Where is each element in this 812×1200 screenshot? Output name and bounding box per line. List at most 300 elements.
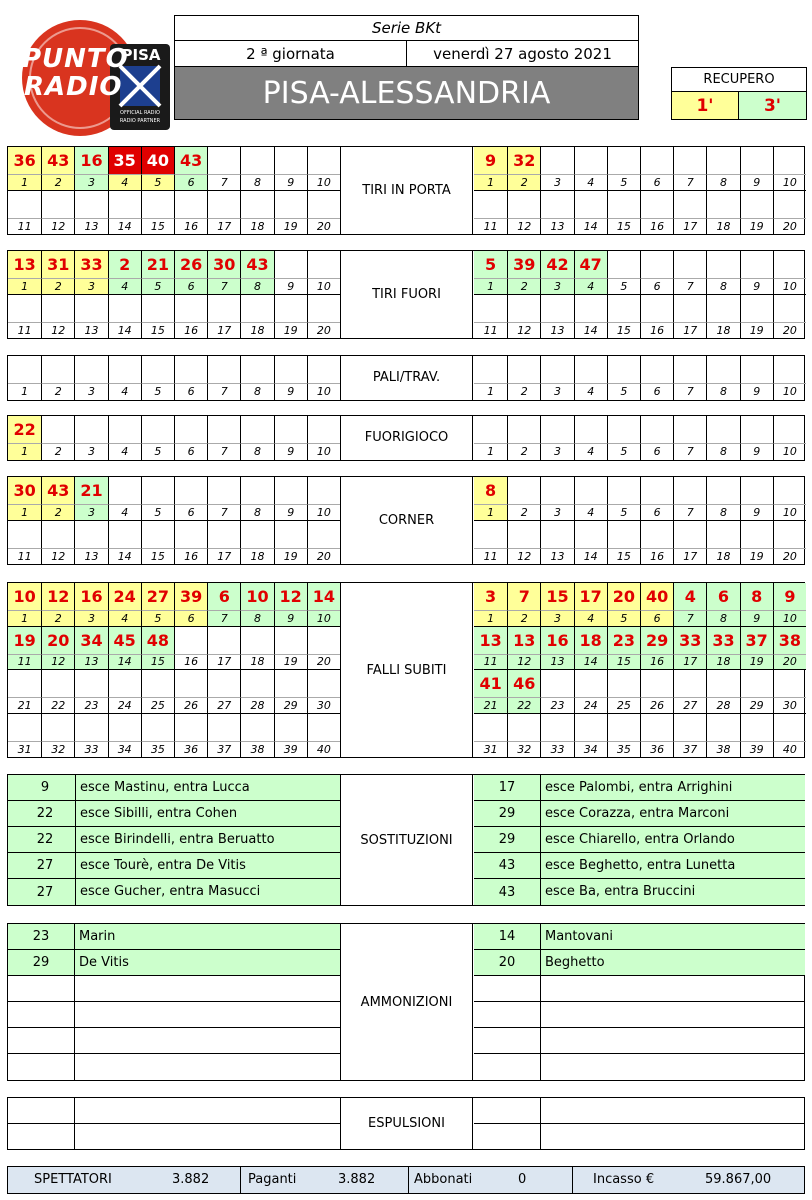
stat-index-cell: 18 xyxy=(706,548,739,565)
stat-value-cell: 20 xyxy=(607,583,640,610)
stat-index-cell: 12 xyxy=(41,548,74,565)
stat-value-cell: 4 xyxy=(673,583,706,610)
stat-value-cell xyxy=(740,714,773,741)
ammonizione-minute xyxy=(474,1028,540,1054)
stat-index-cell: 9 xyxy=(740,504,773,521)
stat-value-cell xyxy=(240,147,273,174)
stat-index-cell: 23 xyxy=(74,697,107,714)
stat-index-cell: 14 xyxy=(574,654,607,671)
stat-index-cell: 19 xyxy=(740,548,773,565)
stat-index-cell: 10 xyxy=(773,174,806,191)
stat-value-cell: 24 xyxy=(108,583,141,610)
stat-index-cell: 3 xyxy=(74,504,107,521)
ammonizioni-label: AMMONIZIONI xyxy=(340,924,473,1080)
stat-value-cell xyxy=(307,714,340,741)
stat-index-cell: 7 xyxy=(207,610,240,627)
stat-value-cell: 22 xyxy=(8,416,41,443)
stat-index-cell: 9 xyxy=(740,174,773,191)
stat-index-cell: 10 xyxy=(307,610,340,627)
stat-value-cell xyxy=(207,670,240,697)
stat-value-cell xyxy=(307,521,340,548)
ammonizione-name: Mantovani xyxy=(540,924,805,950)
espulsione-minute xyxy=(474,1098,540,1124)
stat-index-cell: 7 xyxy=(673,174,706,191)
stat-value-cell xyxy=(108,416,141,443)
stat-index-cell: 5 xyxy=(607,383,640,400)
stat-value-cell xyxy=(673,477,706,504)
stat-index-cell: 2 xyxy=(41,610,74,627)
stat-index-cell: 9 xyxy=(740,610,773,627)
stat-value-cell: 33 xyxy=(74,251,107,278)
badge-caption-2: RADIO PARTNER xyxy=(119,118,161,124)
sostituzione-minute: 27 xyxy=(8,853,82,879)
stat-value-cell xyxy=(706,191,739,218)
stat-value-cell xyxy=(773,191,806,218)
stat-value-cell xyxy=(773,714,806,741)
stat-index-cell: 3 xyxy=(540,174,573,191)
stat-value-cell xyxy=(307,356,340,383)
stat-value-cell: 15 xyxy=(540,583,573,610)
stat-index-cell: 7 xyxy=(207,383,240,400)
stat-value-cell xyxy=(740,356,773,383)
stat-value-cell xyxy=(274,521,307,548)
stat-value-cell xyxy=(740,147,773,174)
stat-value-cell: 5 xyxy=(474,251,507,278)
stat-index-cell: 6 xyxy=(174,504,207,521)
stat-index-cell: 8 xyxy=(706,443,739,460)
stat-index-cell: 11 xyxy=(474,654,507,671)
stat-index-cell: 15 xyxy=(607,654,640,671)
round-label: 2 ª giornata xyxy=(175,41,407,67)
stat-value-cell xyxy=(574,521,607,548)
stat-value-cell xyxy=(207,714,240,741)
stat-value-cell xyxy=(706,251,739,278)
espulsioni-label: ESPULSIONI xyxy=(340,1098,473,1149)
stat-value-cell xyxy=(274,295,307,322)
stat-index-cell: 18 xyxy=(240,322,273,339)
stat-value-cell: 46 xyxy=(507,670,540,697)
stat-index-cell: 13 xyxy=(540,218,573,235)
stat-value-cell: 13 xyxy=(474,627,507,654)
stat-value-cell xyxy=(274,356,307,383)
stat-value-cell xyxy=(507,356,540,383)
stat-value-cell xyxy=(507,295,540,322)
stat-index-cell: 14 xyxy=(108,218,141,235)
stat-value-cell xyxy=(773,670,806,697)
stat-index-cell: 15 xyxy=(141,654,174,671)
sostituzione-minute: 43 xyxy=(474,853,540,879)
stat-index-cell: 26 xyxy=(640,697,673,714)
stat-index-cell: 10 xyxy=(773,383,806,400)
stat-value-cell xyxy=(74,295,107,322)
stat-value-cell: 37 xyxy=(740,627,773,654)
stat-value-cell xyxy=(141,416,174,443)
stat-index-cell: 12 xyxy=(41,654,74,671)
stat-value-cell xyxy=(207,477,240,504)
stat-index-cell: 3 xyxy=(540,383,573,400)
stat-value-cell: 18 xyxy=(574,627,607,654)
ammonizione-name xyxy=(540,1028,805,1054)
stat-value-cell xyxy=(507,191,540,218)
stat-index-cell: 40 xyxy=(773,741,806,758)
stat-value-cell: 40 xyxy=(640,583,673,610)
stat-value-cell xyxy=(773,521,806,548)
stat-value-cell xyxy=(706,147,739,174)
stat-index-cell: 12 xyxy=(507,218,540,235)
stat-value-cell xyxy=(740,295,773,322)
stat-index-cell: 4 xyxy=(574,610,607,627)
stat-index-cell: 9 xyxy=(274,174,307,191)
stat-index-cell: 10 xyxy=(307,174,340,191)
stat-value-cell: 42 xyxy=(540,251,573,278)
ammonizione-name xyxy=(540,1002,805,1028)
stat-value-cell xyxy=(307,191,340,218)
stat-index-cell: 2 xyxy=(507,504,540,521)
stat-value-cell: 39 xyxy=(174,583,207,610)
stat-index-cell: 2 xyxy=(507,383,540,400)
stat-label-fuorigioco: FUORIGIOCO xyxy=(340,416,473,460)
stat-value-cell: 12 xyxy=(274,583,307,610)
stat-index-cell: 6 xyxy=(640,278,673,295)
stat-index-cell: 28 xyxy=(706,697,739,714)
stat-value-cell: 13 xyxy=(8,251,41,278)
stat-value-cell xyxy=(41,670,74,697)
stat-value-cell xyxy=(274,147,307,174)
stat-index-cell: 18 xyxy=(706,322,739,339)
stat-value-cell xyxy=(673,295,706,322)
stat-index-cell: 12 xyxy=(507,654,540,671)
stat-value-cell xyxy=(673,670,706,697)
stat-value-cell xyxy=(740,521,773,548)
stat-value-cell: 32 xyxy=(507,147,540,174)
stat-index-cell: 3 xyxy=(540,443,573,460)
stat-index-cell: 18 xyxy=(706,654,739,671)
ammonizione-minute xyxy=(474,1002,540,1028)
stat-value-cell xyxy=(240,521,273,548)
stat-index-cell: 1 xyxy=(8,174,41,191)
stat-index-cell: 20 xyxy=(307,654,340,671)
stat-index-cell: 13 xyxy=(540,548,573,565)
stat-index-cell: 30 xyxy=(307,697,340,714)
stat-index-cell: 17 xyxy=(673,322,706,339)
stat-value-cell xyxy=(174,521,207,548)
stat-index-cell: 17 xyxy=(673,654,706,671)
stat-index-cell: 8 xyxy=(240,443,273,460)
stat-index-cell: 6 xyxy=(174,383,207,400)
stat-index-cell: 2 xyxy=(507,174,540,191)
stat-value-cell xyxy=(174,477,207,504)
stat-value-cell xyxy=(540,670,573,697)
stat-label-corner: CORNER xyxy=(340,477,473,564)
stat-index-cell: 32 xyxy=(507,741,540,758)
stat-index-cell: 5 xyxy=(141,174,174,191)
stat-value-cell xyxy=(74,521,107,548)
stat-index-cell: 16 xyxy=(640,218,673,235)
stat-value-cell xyxy=(174,356,207,383)
stat-index-cell: 5 xyxy=(607,443,640,460)
stat-index-cell: 35 xyxy=(141,741,174,758)
stat-value-cell xyxy=(207,295,240,322)
sostituzione-text: esce Mastinu, entra Lucca xyxy=(75,775,340,801)
stat-value-cell xyxy=(640,191,673,218)
stat-value-cell xyxy=(108,521,141,548)
sostituzione-minute: 22 xyxy=(8,801,82,827)
sostituzione-minute: 17 xyxy=(474,775,540,801)
stat-value-cell: 30 xyxy=(207,251,240,278)
stat-value-cell xyxy=(607,670,640,697)
stat-value-cell xyxy=(174,670,207,697)
ammonizione-minute: 20 xyxy=(474,950,540,976)
stat-value-cell xyxy=(108,477,141,504)
stat-value-cell: 45 xyxy=(108,627,141,654)
stat-index-cell: 21 xyxy=(474,697,507,714)
stat-value-cell: 34 xyxy=(74,627,107,654)
spettatori-value: 3.882 xyxy=(172,1172,210,1187)
ammonizione-name xyxy=(74,1054,340,1080)
stat-value-cell xyxy=(474,356,507,383)
stat-value-cell xyxy=(41,356,74,383)
stat-index-cell: 35 xyxy=(607,741,640,758)
stat-index-cell: 5 xyxy=(607,504,640,521)
stat-value-cell xyxy=(640,714,673,741)
stat-value-cell xyxy=(141,670,174,697)
ammonizione-minute: 14 xyxy=(474,924,540,950)
stat-value-cell xyxy=(740,670,773,697)
stat-value-cell xyxy=(740,477,773,504)
spettatori-label: SPETTATORI xyxy=(34,1172,112,1187)
stat-index-cell: 6 xyxy=(640,383,673,400)
stat-index-cell: 3 xyxy=(540,610,573,627)
stat-index-cell: 14 xyxy=(108,548,141,565)
stat-value-cell xyxy=(607,251,640,278)
stat-index-cell: 10 xyxy=(307,504,340,521)
stat-index-cell: 9 xyxy=(274,610,307,627)
stat-value-cell: 16 xyxy=(74,147,107,174)
stat-value-cell xyxy=(240,295,273,322)
stat-value-cell xyxy=(507,521,540,548)
stat-value-cell: 16 xyxy=(74,583,107,610)
stat-index-cell: 32 xyxy=(41,741,74,758)
stat-value-cell xyxy=(274,627,307,654)
stat-index-cell: 10 xyxy=(307,278,340,295)
stat-value-cell xyxy=(706,714,739,741)
stat-value-cell xyxy=(307,251,340,278)
footer-divider xyxy=(240,1167,241,1193)
ammonizione-minute xyxy=(474,976,540,1002)
stat-index-cell: 7 xyxy=(673,504,706,521)
stat-value-cell xyxy=(706,295,739,322)
stat-index-cell: 15 xyxy=(141,548,174,565)
stat-value-cell xyxy=(74,714,107,741)
stat-value-cell: 3 xyxy=(474,583,507,610)
sostituzione-text: esce Beghetto, entra Lunetta xyxy=(540,853,805,879)
stat-index-cell: 33 xyxy=(74,741,107,758)
stat-index-cell: 17 xyxy=(207,548,240,565)
stat-value-cell xyxy=(207,356,240,383)
stat-value-cell: 30 xyxy=(8,477,41,504)
stat-value-cell xyxy=(41,714,74,741)
stat-index-cell: 1 xyxy=(8,610,41,627)
stat-index-cell: 10 xyxy=(307,383,340,400)
stat-index-cell: 4 xyxy=(574,278,607,295)
stat-index-cell: 8 xyxy=(240,504,273,521)
stat-index-cell: 6 xyxy=(640,443,673,460)
sostituzione-text: esce Ba, entra Bruccini xyxy=(540,879,805,905)
stat-value-cell: 36 xyxy=(8,147,41,174)
stat-value-cell xyxy=(507,416,540,443)
stat-index-cell: 19 xyxy=(274,548,307,565)
stat-index-cell: 10 xyxy=(773,443,806,460)
stat-value-cell: 23 xyxy=(607,627,640,654)
stat-index-cell: 15 xyxy=(607,548,640,565)
stat-index-cell: 4 xyxy=(108,504,141,521)
stat-index-cell: 7 xyxy=(207,278,240,295)
sostituzione-text: esce Sibilli, entra Cohen xyxy=(75,801,340,827)
stat-value-cell: 43 xyxy=(240,251,273,278)
stat-index-cell: 9 xyxy=(274,383,307,400)
stat-index-cell: 5 xyxy=(607,278,640,295)
stat-index-cell: 36 xyxy=(174,741,207,758)
stat-index-cell: 5 xyxy=(141,504,174,521)
stat-index-cell: 4 xyxy=(108,610,141,627)
stat-index-cell: 2 xyxy=(41,504,74,521)
stat-value-cell xyxy=(706,416,739,443)
stat-index-cell: 22 xyxy=(507,697,540,714)
stat-value-cell xyxy=(640,477,673,504)
stat-index-cell: 15 xyxy=(607,218,640,235)
stat-value-cell xyxy=(174,416,207,443)
stat-value-cell xyxy=(706,521,739,548)
sostituzione-minute: 22 xyxy=(8,827,82,853)
stat-index-cell: 5 xyxy=(141,443,174,460)
sostituzione-minute: 43 xyxy=(474,879,540,905)
stat-index-cell: 18 xyxy=(706,218,739,235)
stat-index-cell: 6 xyxy=(640,504,673,521)
footer-divider xyxy=(408,1167,409,1193)
stat-index-cell: 7 xyxy=(673,278,706,295)
stat-value-cell xyxy=(474,521,507,548)
stat-label-falli: FALLI SUBITI xyxy=(340,583,473,757)
stat-index-cell: 10 xyxy=(773,610,806,627)
ammonizione-minute xyxy=(474,1054,540,1080)
stat-index-cell: 1 xyxy=(8,504,41,521)
espulsione-minute xyxy=(8,1124,74,1150)
stat-value-cell xyxy=(574,295,607,322)
stat-index-cell: 6 xyxy=(640,610,673,627)
stat-value-cell: 41 xyxy=(474,670,507,697)
stat-value-cell xyxy=(141,477,174,504)
espulsione-name xyxy=(74,1124,340,1150)
stat-index-cell: 19 xyxy=(274,218,307,235)
stat-index-cell: 13 xyxy=(540,322,573,339)
stat-index-cell: 7 xyxy=(673,610,706,627)
stat-value-cell: 33 xyxy=(706,627,739,654)
stat-value-cell xyxy=(574,147,607,174)
stat-value-cell xyxy=(574,356,607,383)
stat-index-cell: 3 xyxy=(74,383,107,400)
stat-index-cell: 28 xyxy=(240,697,273,714)
stat-value-cell: 38 xyxy=(773,627,806,654)
stat-value-cell xyxy=(607,477,640,504)
stat-index-cell: 16 xyxy=(174,322,207,339)
stat-value-cell xyxy=(540,416,573,443)
stat-index-cell: 19 xyxy=(740,322,773,339)
stat-index-cell: 13 xyxy=(74,218,107,235)
paganti-value: 3.882 xyxy=(338,1172,376,1187)
stat-value-cell: 17 xyxy=(574,583,607,610)
stat-value-cell xyxy=(8,191,41,218)
stat-index-cell: 6 xyxy=(640,174,673,191)
stat-value-cell xyxy=(507,714,540,741)
sostituzione-minute: 29 xyxy=(474,801,540,827)
stat-value-cell xyxy=(41,295,74,322)
ammonizione-minute: 29 xyxy=(8,950,74,976)
footer-divider xyxy=(572,1167,573,1193)
stat-index-cell: 4 xyxy=(108,174,141,191)
stat-index-cell: 1 xyxy=(474,610,507,627)
stat-value-cell xyxy=(174,191,207,218)
stat-index-cell: 14 xyxy=(108,654,141,671)
stat-index-cell: 17 xyxy=(207,654,240,671)
stat-value-cell xyxy=(240,356,273,383)
stat-value-cell: 26 xyxy=(174,251,207,278)
stat-index-cell: 19 xyxy=(274,654,307,671)
stat-value-cell xyxy=(74,191,107,218)
stat-index-cell: 40 xyxy=(307,741,340,758)
stat-value-cell xyxy=(773,477,806,504)
incasso-label: Incasso € xyxy=(593,1172,655,1187)
stat-index-cell: 2 xyxy=(41,174,74,191)
stat-index-cell: 1 xyxy=(8,278,41,295)
ammonizione-minute xyxy=(8,1002,74,1028)
stat-index-cell: 8 xyxy=(240,383,273,400)
stat-index-cell: 11 xyxy=(474,548,507,565)
stat-index-cell: 27 xyxy=(673,697,706,714)
stat-index-cell: 27 xyxy=(207,697,240,714)
sostituzione-minute: 9 xyxy=(8,775,82,801)
stat-index-cell: 16 xyxy=(174,218,207,235)
stat-index-cell: 7 xyxy=(673,443,706,460)
stat-value-cell xyxy=(307,295,340,322)
ammonizione-name xyxy=(74,976,340,1002)
stat-value-cell xyxy=(240,191,273,218)
ammonizione-name xyxy=(540,1054,805,1080)
stat-index-cell: 20 xyxy=(773,654,806,671)
stat-value-cell xyxy=(240,416,273,443)
stat-value-cell xyxy=(706,670,739,697)
stat-value-cell: 12 xyxy=(41,583,74,610)
stat-value-cell: 33 xyxy=(673,627,706,654)
stat-index-cell: 29 xyxy=(274,697,307,714)
stat-index-cell: 2 xyxy=(507,610,540,627)
stat-value-cell xyxy=(773,295,806,322)
stat-value-cell xyxy=(274,191,307,218)
stat-index-cell: 12 xyxy=(41,218,74,235)
sostituzione-minute: 27 xyxy=(8,879,82,905)
stat-index-cell: 3 xyxy=(74,174,107,191)
stat-value-cell: 21 xyxy=(141,251,174,278)
stat-value-cell: 40 xyxy=(141,147,174,174)
stat-value-cell: 7 xyxy=(507,583,540,610)
stat-index-cell: 4 xyxy=(108,383,141,400)
stat-index-cell: 18 xyxy=(240,218,273,235)
stat-index-cell: 20 xyxy=(773,548,806,565)
stat-value-cell xyxy=(740,251,773,278)
stat-value-cell: 14 xyxy=(307,583,340,610)
stat-value-cell xyxy=(207,147,240,174)
stat-value-cell: 6 xyxy=(207,583,240,610)
stat-value-cell xyxy=(8,295,41,322)
